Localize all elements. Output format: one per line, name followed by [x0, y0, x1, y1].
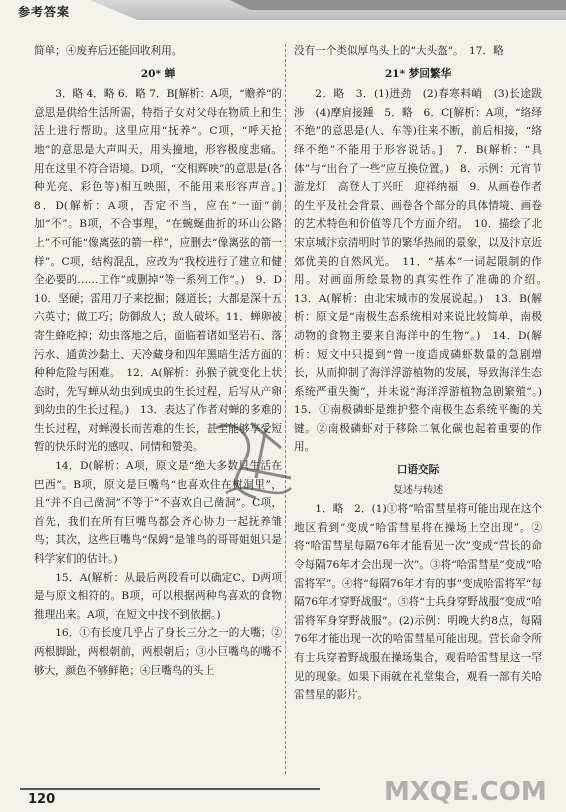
section-title: 口语交际: [396, 464, 440, 477]
handwritten-stamp-icon: [196, 408, 306, 518]
section-title: 20* 蝉: [140, 67, 176, 80]
answer-paragraph: 2．略 3．(1)迸劲 (2)春寒料峭 (3)长途跋涉 (4)摩肩接踵 5．略 6．C[解析：A项，“络绎不绝”的意思是(人、车等)往来不断，前后相接，“络绎不绝”不能用于形容说话。] 7．B(解析：“具体”与“出台了一些”应互换位置。) 8．示例：元宵节游龙灯 高登人丁兴旺 迎祥纳福 9．从画卷作者的生平及社会背景、画卷各个部分的具体情境、画卷的艺术特色和价值等几个方面介绍。 10．描绘了北宋京城汴京清明时节的繁华热闹的景象，以及汴京近郊优美的自然风光。 11．“基本”一词起限制的作用。对画面所绘景物的真实性作了准确的介绍。 13．A(解析：由北宋城市的发展说起。) 13．B(解析：原文是“南极生态系统相对来说比较简单，南极动物的食物主要来自海洋中的生物”。) 14．D(解析：短文中只提到“曾一度造成磷虾数量的急剧增长，从而抑制了海洋浮游植物的发展，导致海洋生态系统严重失衡”，并未说“海洋浮游植物急剧繁殖”。) 15．①南极磷虾是维护整个南极生态系统平衡的关键。②南极磷虾对于移除二氧化碳也起着重要的作用。: [294, 88, 553, 454]
svg-text:MXQE.COM: MXQE.COM: [384, 777, 547, 807]
right-column: [294, 42, 553, 705]
section-subtitle: 复述与转述: [393, 484, 443, 496]
header-decor-band-dark: [230, 0, 566, 10]
left-column: [34, 42, 293, 680]
answer-paragraph: 3．略 4．略 6．略 7．B[解析：A项，“赡养”的意思是供给生活所需，特指子女对父母在物质上和生活上进行帮助。这里应用“抚养”。C项，“呼天抢地”的意思是大声叫天，用头撞地，形容极度悲痛。用在这里不符合语境。D项，“交相辉映”的意思是(各种光亮、彩色等)相互映照，不能用来形容声音。] 8．D(解析：A项，否定不当，应在“一面”前加“不”。B项，不合事理，“在蜿蜒曲折的环山公路上”不可能“像离弦的箭一样”，应删去“像离弦的箭一样”。C项，结构混乱，应改为“我校进行了建立和健全必要的……工作”或删掉“等一系列工作”。) 9．D 10．坚硬；雷用刀子来挖掘；隧道长；大都是深十五六英寸；做工巧；防御敌人；敌人破坏。11．蝉卵被寄生蜂吃掉；幼虫落地之后，面临着诸如坚岩石、落污水、通黄沙黏土、天冷藏身和四年黑暗生活方面的种种危险与困难。 12．A(解析：孙猴子就变化上状态时，先写蝉从幼虫到成虫的生长过程，后写从产卵到幼虫的生长过程。) 13．表达了作者对蝉的多难的生长过程，对蝉漫长而苦难的生长，甚至能够享受短暂的快乐时光的感叹、同情和赞美。: [34, 88, 293, 454]
page-footer: [0, 782, 566, 812]
footer-rule: [20, 788, 320, 790]
answer-paragraph: 14．D(解析：A项，原文是“绝大多数只生活在巴西”。B项，原文是巨嘴鸟“也喜欢住在树洞里”，且“并不自己凿洞”不等于“不喜欢自己凿洞”。C项，首先，我们在所有巨嘴鸟都会齐心协力一起抚养雏鸟；其次，这些巨嘴鸟“保姆”是雏鸟的哥哥姐姐只是科学家们的估计。): [34, 460, 282, 566]
section-title: 21* 梦回繁华: [384, 67, 452, 80]
page-header: [0, 0, 566, 30]
answer-paragraph: 15．A(解析：从最后两段看可以确定C、D两项是与原文相符的。B项，可以根据两种鸟喜欢的食物推理出来。A项，在短文中找不到依据。): [34, 571, 282, 621]
answer-paragraph: 没有一个类似厚鸟头上的“大头盔”。 17．略: [294, 45, 504, 57]
answer-paragraph: 简单；④废弃后还能回收利用。: [34, 45, 183, 57]
answer-paragraph: 1．略 2．(1)①将“哈雷彗星将可能出现在这个地区看到”变成“哈雷彗星将在操场上空出现”。②将“哈雷彗星每隔76年才能看见一次”变成“营长的命令每隔76年才会出现一次”。③将“哈雷彗星”变成“哈雷将军”。④将“每隔76年才有的事”变成哈雷将军“每隔76年才穿野战服”。⑤将“士兵身穿野战服”变成“哈雷将军身穿野战服”。(2)示例：明晚大约8点，每隔76年才能出现一次的哈雷彗星可能出现。营长命令所有士兵穿着野战服在操场集合，观看哈雷彗星这一罕见的现象。如果下雨就在礼堂集合，观看一部有关哈雷彗星的影片。: [294, 503, 542, 702]
page-number: 120: [28, 792, 56, 807]
header-title: 参考答案: [18, 5, 71, 19]
answer-paragraph: 16．①有长度几乎占了身长三分之一的大嘴；②两根脚趾，两根朝前，两根朝后；③小巨嘴鸟的嘴不够大，颜色不够鲜艳；④巨嘴鸟的头上: [34, 627, 282, 677]
